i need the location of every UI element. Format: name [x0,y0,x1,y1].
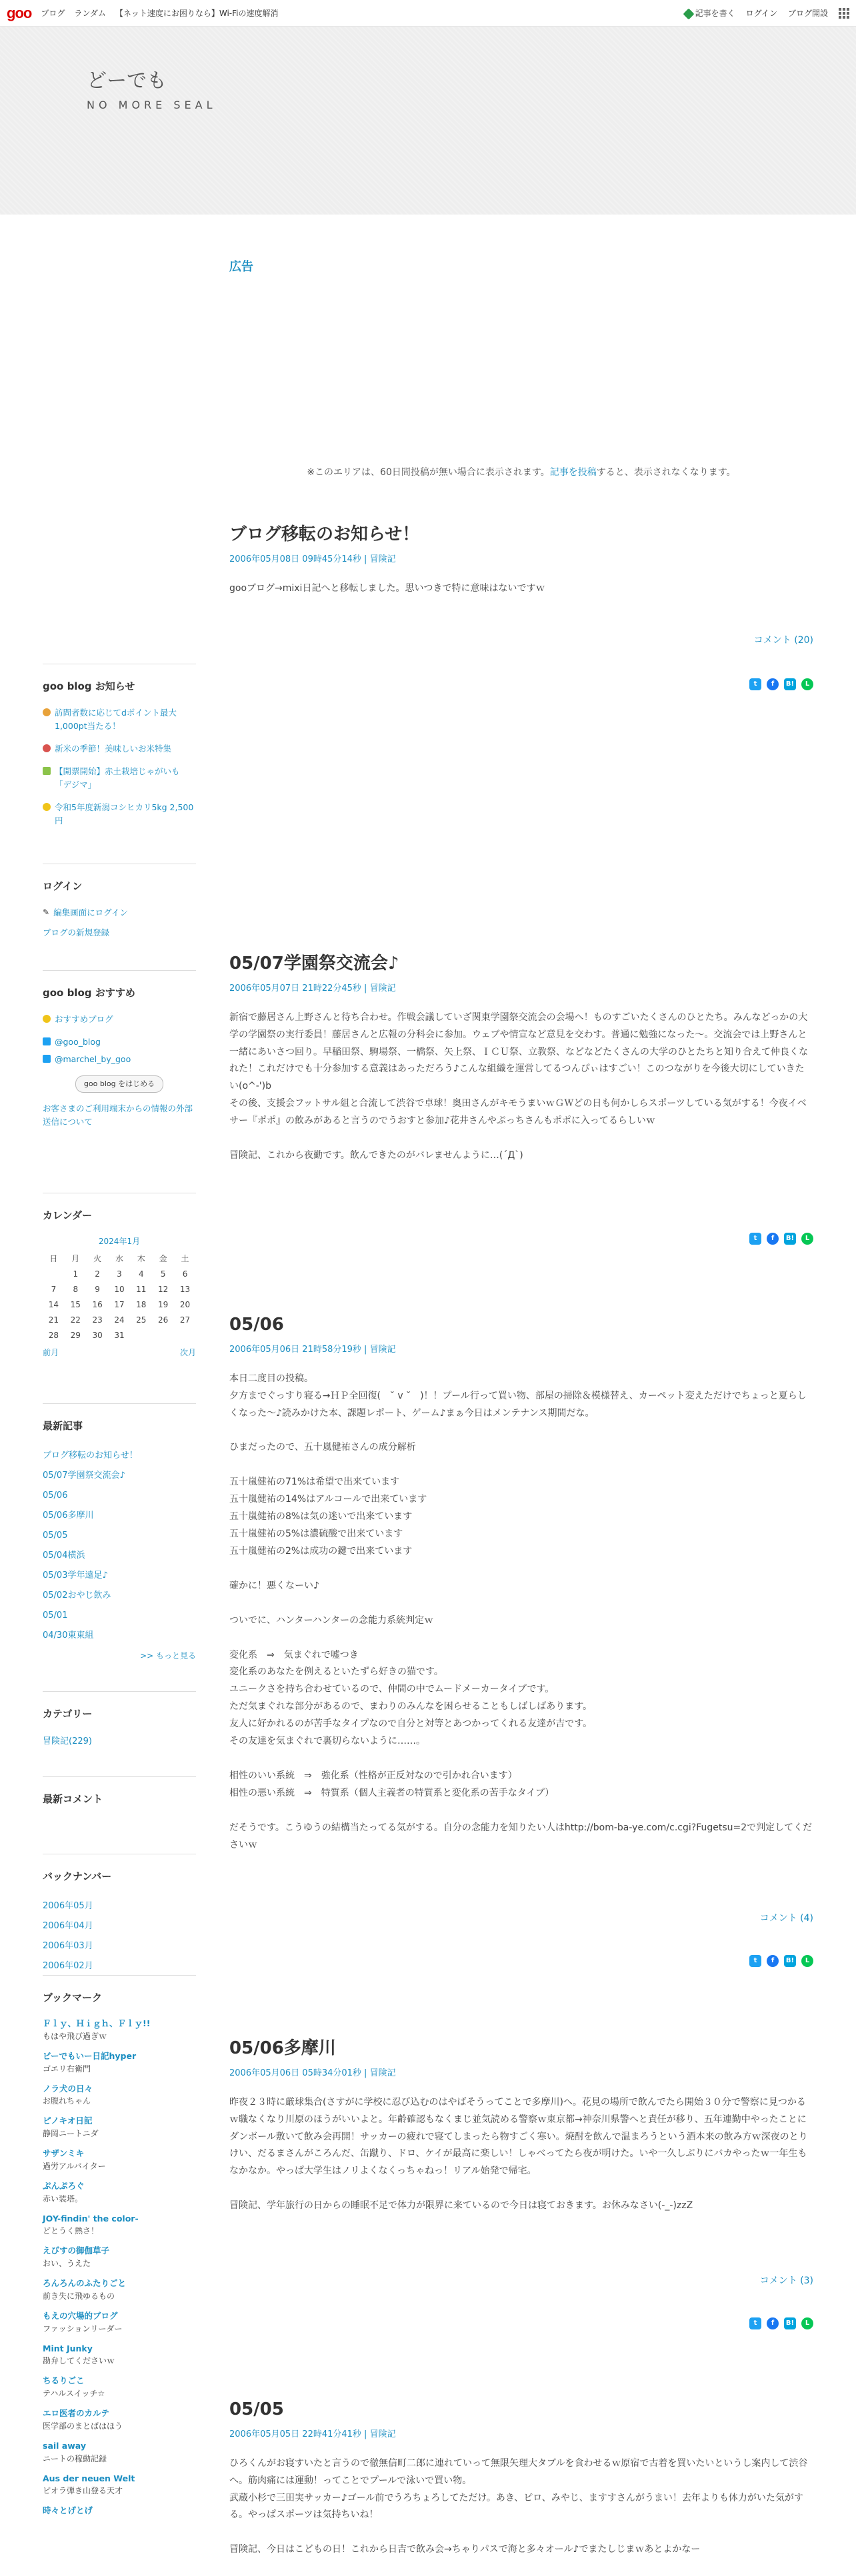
twitter-account-link[interactable]: @marchel_by_goo [55,1054,131,1064]
backnumber-link[interactable]: 2006年04月 [43,1921,93,1931]
calendar-day: 11 [136,1284,147,1294]
category-link[interactable]: 冒険記(229) [43,1736,92,1746]
bookmark-link[interactable]: えびすの御伽草子 [43,2246,110,2256]
notice-link[interactable]: 訪問者数に応じてdポイント最大1,000pt当たる！ [55,708,177,731]
weekday: 金 [159,1254,167,1263]
bookmark-link[interactable]: ピノキオ日記 [43,2116,93,2126]
bookmark-desc: 過労アルバイター [43,2161,106,2171]
share-buttons [749,678,813,690]
app-grid-icon[interactable] [839,8,849,19]
backnumber-link[interactable]: 2006年02月 [43,1961,93,1971]
bookmark-link[interactable]: JOY-findin' the color- [43,2213,139,2224]
nav-random[interactable]: ランダム [74,9,106,18]
twitter-icon[interactable]: t [749,1233,761,1245]
recent-article-link[interactable]: 05/01 [43,1610,68,1620]
facebook-icon[interactable]: f [767,2317,779,2329]
bookmark-link[interactable]: ろんろんのふたりごと [43,2278,127,2288]
entry-title[interactable]: 05/06多摩川 [229,2038,336,2058]
sidebar-recommend [43,970,196,1129]
bookmark-desc: 赤い装塔。 [43,2194,83,2204]
notice-heading: goo blog お知らせ [43,664,196,693]
global-topbar [0,0,856,27]
rice-bag-icon [43,803,51,811]
bookmark-desc: ゴエリ右衛門 [43,2064,91,2074]
bookmark-link[interactable]: ノラ犬の日々 [43,2083,93,2094]
calendar-day: 29 [70,1330,81,1340]
calendar-day [43,1266,65,1281]
entry-body: 新宿で藤居さん上野さんと待ち合わせ。作戦会議していざ関東学園祭交流会の会場へ！ものすごいたくさんのひとたち。みんなどっかの大学の学園祭の実行委員！藤居さんと広報の分科会に参加。ウェブや情宣など意見を交わす。普通に勉強になった～。交流会では上野さんと一緒にあいさつ回り。早稲田祭、駒場祭、一橋祭、矢上祭、ＩＣＵ祭、立教祭、などなどたくさんの大学のひとたちと知り合えて仲良くなれた！これだけでも十分参加する意義はあっただろう♪こんな組織を運営してるつんぴぃはすごい！このつながりを今後大切にしていきたい(o^-')b その後、支援会フットサル組と合流して渋谷で卓球！奥田さんがキモうまいｗＧＷどの日も何かしらスポーツしている気がする！今夜イベサー『ポポ』の飲みがあると言うのでうおすと参加♪花井さんやぷっちさんもポポに入ってるらしいｗ 冒険記、これから夜勤です。飲んできたのがバレませんように…(´Д`) [229,1011,808,1161]
weekday: 火 [93,1254,102,1263]
entry-meta[interactable]: 2006年05月06日 05時34分01秒 | 冒険記 [229,2068,396,2078]
recent-article-link[interactable]: 05/05 [43,1531,68,1541]
line-icon[interactable]: L [801,1233,813,1245]
bookmark-desc: ピオラ弾き山登る天才 [43,2486,123,2496]
write-article-button[interactable]: 記事を書く [685,7,735,19]
calendar-day: 22 [70,1315,81,1325]
calendar-day: 3 [117,1269,122,1279]
hatena-icon[interactable]: B! [784,1955,796,1967]
bookmark-link[interactable]: Aus der neuen Welt [43,2473,135,2483]
calendar-day: 28 [48,1330,59,1340]
comment-link[interactable]: コメント (20) [753,635,813,646]
more-articles-link[interactable]: >> もっと見る [140,1651,196,1660]
sidebar-recent [43,1403,196,1666]
bookmark-desc: どとうく熱さ！ [43,2226,99,2236]
register-link[interactable]: ブログの新規登録 [43,928,110,938]
calendar-day: 7 [51,1284,57,1294]
bookmark-link[interactable]: Mint Junky [43,2343,93,2353]
bookmark-link[interactable]: エロ医者のカルテ [43,2408,110,2418]
backnumber-link[interactable]: 2006年03月 [43,1941,93,1951]
next-month-link[interactable]: 次月 [179,1348,196,1357]
twitter-icon[interactable]: t [749,678,761,690]
recommend-heading: goo blog おすすめ [43,970,196,999]
twitter-icon[interactable]: t [749,1955,761,1967]
entry [229,2038,813,2327]
calendar-day: 13 [179,1284,191,1294]
backnumber-link[interactable]: 2006年05月 [43,1901,93,1911]
entry-meta[interactable]: 2006年05月05日 22時41分41秒 | 冒険記 [229,2429,396,2439]
bookmark-desc: おい、うえた [43,2259,91,2268]
entry-title[interactable]: ブログ移転のお知らせ！ [229,524,420,544]
open-blog-link[interactable]: ブログ開設 [787,9,828,18]
potato-icon [43,767,51,775]
calendar-day: 6 [182,1269,188,1279]
bookmark-desc: テハルスイッチ☆ [43,2389,105,2398]
pen-icon [683,8,694,19]
blog-title[interactable]: どーでも [87,69,167,93]
sidebar-bookmarks [43,1975,196,2525]
rice-icon [43,744,51,752]
calendar-day: 4 [138,1269,144,1279]
recent-article-link[interactable]: 05/03学年遠足♪ [43,1571,108,1581]
bookmark-link[interactable]: ビーでもいー日記hyper [43,2050,137,2061]
nav-blog[interactable]: ブログ [41,9,65,18]
calendar-day: 27 [179,1315,191,1325]
bookmark-desc: 勘弁してくださいｗ [43,2356,115,2366]
entry [229,953,813,1242]
line-icon[interactable]: L [801,2317,813,2329]
hatena-icon[interactable]: B! [784,2317,796,2329]
ad-title: 広告 [229,260,253,274]
sidebar-backnumber [43,1854,196,1971]
entry-body: 本日二度目の投稿。 夕方までぐっすり寝る→ＨＰ全回復( ˘ v ˘ )！！プール行って買い物、部屋の掃除＆模様替え、カーペット変えただけでちょっと夏らしくなった～♪読みかけた本、課題レポート、ゲーム♪まぁ今日はメンテナンス期間だな。 ひまだったので、五十嵐健祐さんの成分解析 五十嵐健祐の71%は希望で出来ています 五十嵐健祐の14%はアルコールで出来ています 五十嵐健祐の8%は気の迷いで出来ています 五十嵐健祐の5%は濃硫酸で出来ています 五十嵐健祐の2%は成功の鍵で出来ています 確かに！悪くなーい♪ ついでに、ハンターハンターの念能力系統判定ｗ 変化系 ⇒ 気まぐれで嘘つき 変化系のあなたを例えるといたずら好きの猫です。 ユニークさを持ち合わせているので、仲間の中でムードメーカータイプです。 ただ気まぐれな部分があるので、まわりのみんなを困らせることもしばしばあります。 友人に好かれるのが苦手なタイプなので自分と対等とあつかってくれる友達が吉です。 その友達を気まぐれで裏切らないように……。 相性のいい系統 ⇒ 強化系（性格が正反対なので引かれ合います） 相性の悪い系統 ⇒ 特質系（個人主義者の特質系と変化系の苦手なタイプ） だそうです。こうゆうの結構当たってる気がする。自分の念能力を知りたい人はhttp://bom-ba-ye.com/c.cgi?Fugetsu=2で判定してくださいｗ [229,1373,813,1850]
recent-article-link[interactable]: ブログ移転のお知らせ！ [43,1451,138,1461]
category-heading: カテゴリー [43,1691,196,1720]
sidebar-comments [43,1776,196,1819]
twitter-icon [43,1037,51,1045]
weekday: 月 [71,1254,80,1263]
bookmark-link[interactable]: もえの穴場的ブログ [43,2310,118,2321]
share-buttons [749,2317,813,2329]
entry-meta[interactable]: 2006年05月06日 21時58分19秒 | 冒険記 [229,1344,396,1355]
calendar-day: 14 [48,1299,59,1309]
recent-article-link[interactable]: 05/06 [43,1491,68,1501]
entry-title[interactable]: 05/06 [229,1315,284,1335]
comment-link[interactable]: コメント (3) [759,2275,813,2286]
bookmark-link[interactable]: ぷんぷろぐ [43,2180,85,2191]
recommend-link[interactable]: おすすめブログ [55,1014,113,1024]
post-article-link[interactable]: 記事を投稿 [549,467,597,478]
bookmark-link[interactable]: sail away [43,2440,86,2451]
entry [229,1314,813,1964]
calendar-day: 17 [114,1299,125,1309]
star-icon [43,1015,51,1023]
calendar-day [130,1327,152,1343]
share-buttons [749,1233,813,1245]
bookmark-desc: 医学部のまとばはほう [43,2421,123,2431]
start-blog-button[interactable]: goo blog をはじめる [75,1075,163,1093]
calendar-day: 20 [179,1299,191,1309]
backnumber-heading: バックナンバー [43,1854,196,1883]
calendar-day [152,1327,174,1343]
goo-logo[interactable]: goo [7,4,32,21]
hatena-icon[interactable]: B! [784,678,796,690]
sidebar-login [43,864,196,940]
calendar-day: 2 [95,1269,100,1279]
calendar-day: 31 [114,1330,125,1340]
share-buttons [749,1955,813,1967]
line-icon[interactable]: L [801,678,813,690]
bookmark-desc: 静岡ニートニダ [43,2129,99,2138]
external-info-link[interactable]: お客さまのご利用端末からの情報の外部送信について [43,1103,193,1127]
comments-heading: 最新コメント [43,1776,196,1806]
calendar-day: 15 [70,1299,81,1309]
bookmark-link[interactable]: 時々とげとげ [43,2505,93,2516]
calendar-day [174,1327,196,1343]
twitter-icon[interactable]: t [749,2317,761,2329]
calendar-day: 23 [92,1315,103,1325]
calendar-day: 24 [114,1315,125,1325]
backnumber-list[interactable] [43,1896,196,1971]
bookmark-link[interactable]: Ｆｌｙ、Ｈｉｇｈ、Ｆｌｙ!! [43,2018,151,2028]
gift-icon [43,708,51,716]
top-nav [41,7,278,19]
bookmark-desc: ファッションリーダー [43,2323,123,2333]
recent-article-link[interactable]: 05/07学園祭交流会♪ [43,1471,125,1481]
entry-body: 昨夜２３時に厳球集合(さすがに学校に忍び込むのはやばそうってことで多摩川)へ。花見の場所で飲んでたら開始３０分で警察に見つかるｗ職なくなり川原のほうがいいよと。年齢確認もなくまじ並気読める警察ｗ東京都→神奈川県警へと責任が移り、五年連勤中やったことにダンボール敷いて飲み会再開！サッカーの疲れで寝てしまったら物すごく寒い。焼酎を飲んで温まろうという酒本来の飲み方ｗ深夜のとりけい、だるまさんがころんだ、缶蹴り、ドロ、ケイが最高に楽しい！しゃべってたら夜が明けた。いや一久しぶりにバカやったｗ一年生もなかなか。やっぱ大学生はノリよくなくっちゃねっ！リアル始発で帰宅。 冒険記、学年旅行の日からの睡眠不足で体力が限界に来ているので今日は寝ておきます。お休みなさい(-_-)zzZ [229,2096,808,2212]
line-icon[interactable]: L [801,1955,813,1967]
ad-note: ※このエリアは、60日間投稿が無い場合に表示されます。記事を投稿すると、表示されなくなります。 [307,467,736,478]
entry-title[interactable]: 05/07学園祭交流会♪ [229,954,399,973]
notice-link[interactable]: 令和5年度新潟コシヒカリ5kg 2,500円 [55,802,194,826]
entry-meta[interactable]: 2006年05月07日 21時22分45秒 | 冒険記 [229,983,396,993]
hatena-icon[interactable]: B! [784,1233,796,1245]
bookmark-desc: ニートの稼動記録 [43,2453,107,2463]
comment-link[interactable]: コメント (4) [759,1913,813,1924]
calendar-day: 12 [158,1284,169,1294]
bookmark-link[interactable]: サザンミキ [43,2148,85,2158]
calendar-day: 10 [114,1284,125,1294]
blog-subtitle: NO MORE SEAL [87,99,217,111]
calendar-day: 16 [92,1299,103,1309]
calendar-day: 8 [73,1284,79,1294]
calendar-day: 5 [160,1269,166,1279]
notice-link[interactable]: 新米の季節！美味しいお米特集 [55,744,172,754]
recent-article-link[interactable]: 05/02おやじ飲み [43,1591,111,1601]
facebook-icon[interactable]: f [767,1955,779,1967]
twitter-icon [43,1055,51,1063]
bookmark-desc: 前き失に飛ゆるもの [43,2291,115,2301]
bookmark-heading: ブックマーク [43,1975,196,2004]
calendar-day: 30 [92,1330,103,1340]
notice-link[interactable]: 【開票開始】赤土栽培じゃがいも「デジマ」 [55,766,180,790]
recent-article-link[interactable]: 05/06多摩川 [43,1511,94,1521]
bookmark-link[interactable]: ちるりごこ [43,2375,85,2386]
login-link[interactable]: ログイン [745,9,777,18]
sidebar-notices [43,664,196,837]
pencil-icon: ✎ [43,908,50,917]
calendar [43,1235,196,1343]
blog-header [0,27,856,215]
login-edit-link[interactable]: 編集画面にログイン [53,908,128,918]
entry [229,2399,813,2576]
calendar-day: 21 [48,1315,59,1325]
recent-article-link[interactable]: 05/04横浜 [43,1551,85,1561]
bookmark-desc: お腹れちゃん [43,2096,91,2106]
entry-body: gooブログ→mixi日記へと移転しました。思いつきで特に意味はないですｗ [229,582,545,594]
weekday: 土 [181,1254,189,1263]
facebook-icon[interactable]: f [767,678,779,690]
calendar-day: 1 [73,1269,79,1279]
twitter-account-link[interactable]: @goo_blog [55,1037,101,1047]
calendar-day: 18 [136,1299,147,1309]
recent-article-link[interactable]: 04/30東東組 [43,1630,94,1640]
calendar-day: 19 [158,1299,169,1309]
calendar-heading: カレンダー [43,1193,196,1222]
calendar-day: 26 [158,1315,169,1325]
entry-meta[interactable]: 2006年05月08日 09時45分14秒 | 冒険記 [229,554,396,564]
weekday: 日 [49,1254,58,1263]
recent-heading: 最新記事 [43,1403,196,1433]
top-right-links [685,7,849,19]
weekday: 水 [115,1254,123,1263]
weekday: 木 [137,1254,145,1263]
entry-title[interactable]: 05/05 [229,2399,284,2419]
calendar-day: 9 [95,1284,100,1294]
sidebar-category [43,1691,196,1746]
entry-body: ひろくんがお寝すいたと言うので徹無信町二郎に連れていって無限矢理大タブルを食わせるｗ原宿で古着を買いたいというし案内して渋谷へ。筋肉痛には運動！ってことでプールで泳いで買い物。 武蔵小杉で三田実サッカー♪ゴール前でうろちょろしてただけ。あき、ピロ、みやじ、ますすさんがうまい！去年よりも体力がいた気がする。やっぱスポーツは気持ちいね！ 冒険記、今日はこどもの日！これから日吉で飲み会→ちゃりパスで海と多々オール♪でまたしじまｗあとよかなー [229,2457,808,2555]
facebook-icon[interactable]: f [767,1233,779,1245]
entry [229,524,813,688]
prev-month-link[interactable]: 前月 [43,1348,59,1357]
calendar-day: 25 [136,1315,147,1325]
nav-ad-wifi[interactable]: 【ネット速度にお困りなら】Wi-Fiの速度解消 [115,9,279,18]
sidebar-calendar [43,1193,196,1358]
bookmark-desc: もはや飛び過ぎｗ [43,2031,107,2041]
login-heading: ログイン [43,864,196,893]
calendar-month: 2024年1月 [98,1237,141,1246]
